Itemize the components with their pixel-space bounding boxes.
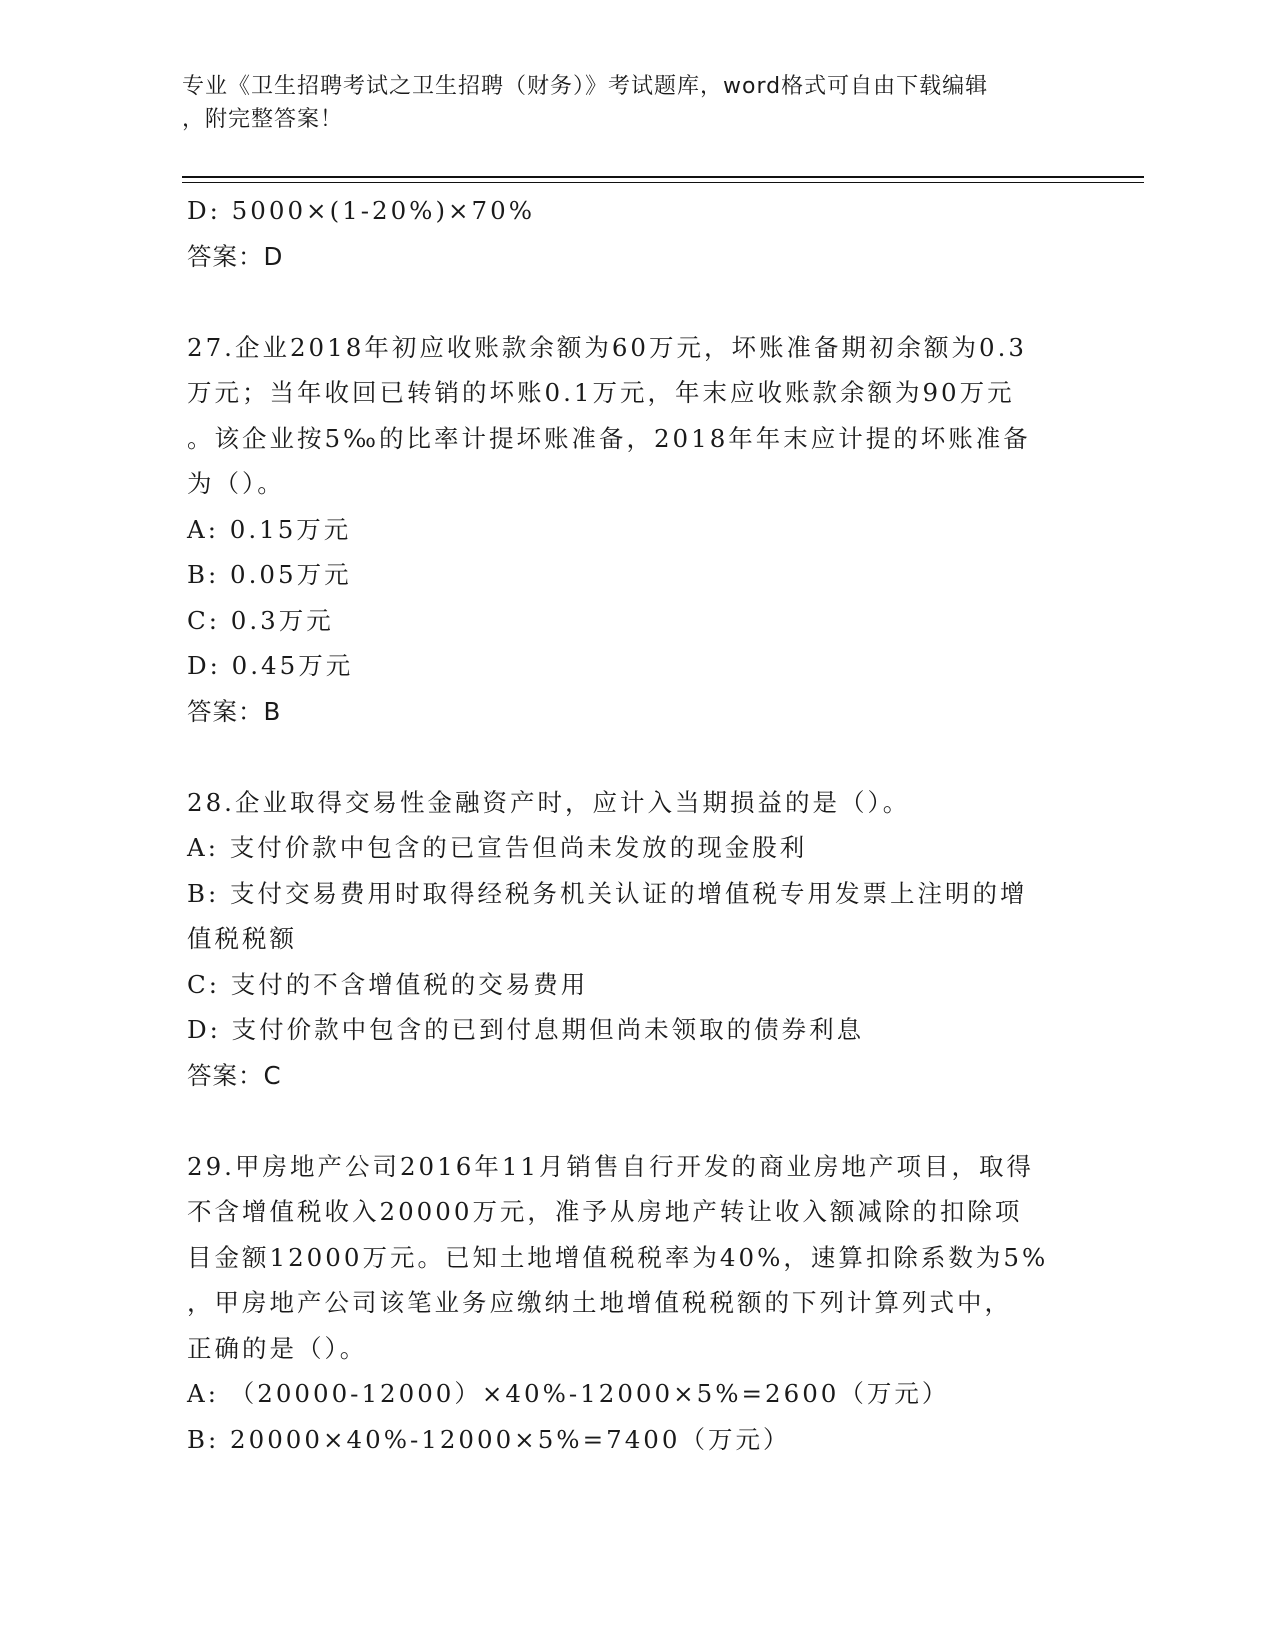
question-27	[187, 325, 1067, 735]
document-body	[187, 188, 1067, 1462]
option-a: A: 0.15万元	[187, 514, 352, 544]
option-c: C: 0.3万元	[187, 605, 334, 635]
option-a: A: （20000-12000）×40%-12000×5%=2600（万元）	[187, 1379, 950, 1408]
option-c: C: 支付的不含增值税的交易费用	[187, 969, 589, 999]
question-stem-line: 不含增值税收入20000万元，准予从房地产转让收入额减除的扣除项	[187, 1197, 1023, 1226]
header-rule	[182, 176, 1144, 178]
header-rule-thin	[182, 182, 1144, 183]
spacer	[187, 1098, 1067, 1144]
question-stem-line: 目金额12000万元。已知土地增值税税率为40%，速算扣除系数为5%	[187, 1242, 1049, 1272]
option-b: B: 支付交易费用时取得经税务机关认证的增值税专用发票上注明的增	[187, 878, 1028, 908]
header-line-1: 专业《卫生招聘考试之卫生招聘（财务）》考试题库，word格式可自由下载编辑	[182, 74, 989, 99]
option-b-continued: 值税税额	[187, 924, 297, 953]
document-header	[182, 70, 1062, 136]
option-a: A: 支付价款中包含的已宣告但尚未发放的现金股利	[187, 833, 808, 862]
question-28	[187, 780, 1067, 1099]
option-d: D: 5000×(1-20%)×70%	[187, 196, 535, 225]
spacer	[187, 279, 1067, 325]
question-stem-line: 28.企业取得交易性金融资产时，应计入当期损益的是（）。	[187, 787, 911, 817]
question-stem-line: 。该企业按5‰的比率计提坏账准备，2018年年末应计提的坏账准备	[187, 423, 1031, 453]
question-stem-line: 正确的是（）。	[187, 1333, 368, 1363]
question-29	[187, 1144, 1067, 1463]
question-stem-line: ，甲房地产公司该笔业务应缴纳土地增值税税额的下列计算列式中，	[187, 1288, 1012, 1317]
question-stem-line: 29.甲房地产公司2016年11月销售自行开发的商业房地产项目，取得	[187, 1151, 1034, 1181]
answer: 答案：C	[187, 1060, 282, 1090]
question-stem-line: 为（）。	[187, 469, 285, 498]
question-26-tail	[187, 188, 1067, 279]
question-stem-line: 万元；当年收回已转销的坏账0.1万元，年末应收账款余额为90万元	[187, 378, 1015, 407]
option-b: B: 20000×40%-12000×5%=7400（万元）	[187, 1424, 791, 1454]
spacer	[187, 734, 1067, 780]
option-d: D: 0.45万元	[187, 651, 354, 680]
header-line-2: ，附完整答案！	[182, 107, 344, 132]
answer: 答案：D	[187, 241, 284, 271]
question-stem-line: 27.企业2018年初应收账款余额为60万元，坏账准备期初余额为0.3	[187, 332, 1027, 362]
option-b: B: 0.05万元	[187, 560, 352, 589]
option-d: D: 支付价款中包含的已到付息期但尚未领取的债券利息	[187, 1015, 865, 1044]
answer: 答案：B	[187, 696, 282, 726]
